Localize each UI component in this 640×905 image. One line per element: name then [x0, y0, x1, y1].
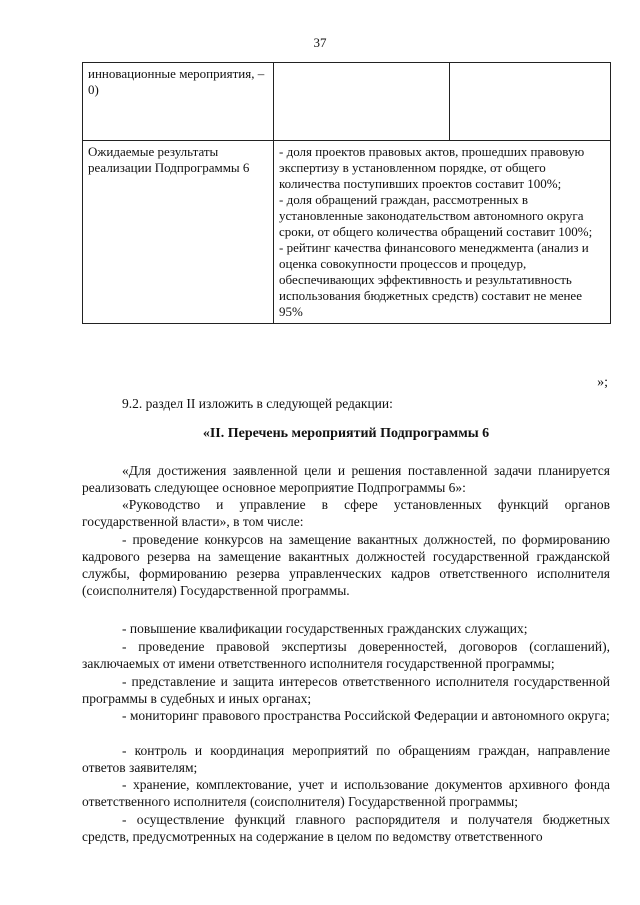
list-item: - хранение, комплектование, учет и использование документов архивного фонда ответственного исполнителя (соисполнителя) Государственной программы;: [82, 777, 610, 809]
list-item: - проведение конкурсов на замещение вакантных должностей, по формированию кадрового резерва на замещение вакантных должностей государственной гражданской службы, формированию резерва управленческих кадров ответственного исполнителя (соисполнителя) Государственной программы.: [82, 532, 610, 598]
paragraph: «Руководство и управление в сфере установленных функций органов государственной власти», в том числе:: [82, 497, 610, 529]
close-quote: »;: [597, 375, 608, 390]
table-cell-empty: [450, 63, 611, 141]
table-cell: инновационные мероприятия, – 0): [83, 63, 274, 141]
list-item: - повышение квалификации государственных гражданских служащих;: [122, 621, 528, 636]
paragraph: «Для достижения заявленной цели и решения поставленной задачи планируется реализовать следующее основное мероприятие Подпрограммы 6»:: [82, 463, 610, 495]
table-cell-results: [274, 141, 611, 324]
result-item: - рейтинг качества финансового менеджмента (анализ и оценка совокупности процессов и процедур, обеспечивающих эффективность и результативность использования бюджетных средств) составит не менее 95%: [279, 240, 589, 319]
subprogram-passport-table: [82, 62, 611, 324]
table-cell-empty: [274, 63, 450, 141]
result-item: - доля проектов правовых актов, прошедших правовую экспертизу в установленном порядке, от общего количества поступивших проектов составит 100%;: [279, 144, 585, 191]
table-cell-label: Ожидаемые результаты реализации Подпрограммы 6: [83, 141, 274, 324]
result-item: - доля обращений граждан, рассмотренных в установленные законодательством автономного округа сроки, от общего количества обращений составит 100%;: [279, 192, 593, 239]
list-item: - осуществление функций главного распорядителя и получателя бюджетных средств, предусмотренных на содержание в целом по ведомству ответственного: [82, 812, 610, 844]
section-intro: 9.2. раздел II изложить в следующей редакции:: [122, 396, 393, 411]
table-row: [83, 63, 611, 141]
list-item: - представление и защита интересов ответственного исполнителя государственной программы в судебных и иных органах;: [82, 674, 610, 706]
table-row: [83, 141, 611, 324]
page-number: 37: [313, 35, 327, 50]
list-item: - проведение правовой экспертизы доверенностей, договоров (соглашений), заключаемых от имени ответственного исполнителя государственной программы;: [82, 639, 610, 671]
section-heading: «II. Перечень мероприятий Подпрограммы 6: [202, 426, 490, 441]
list-item: - контроль и координация мероприятий по обращениям граждан, направление ответов заявителям;: [82, 743, 610, 775]
list-item: - мониторинг правового пространства Российской Федерации и автономного округа;: [122, 708, 610, 723]
